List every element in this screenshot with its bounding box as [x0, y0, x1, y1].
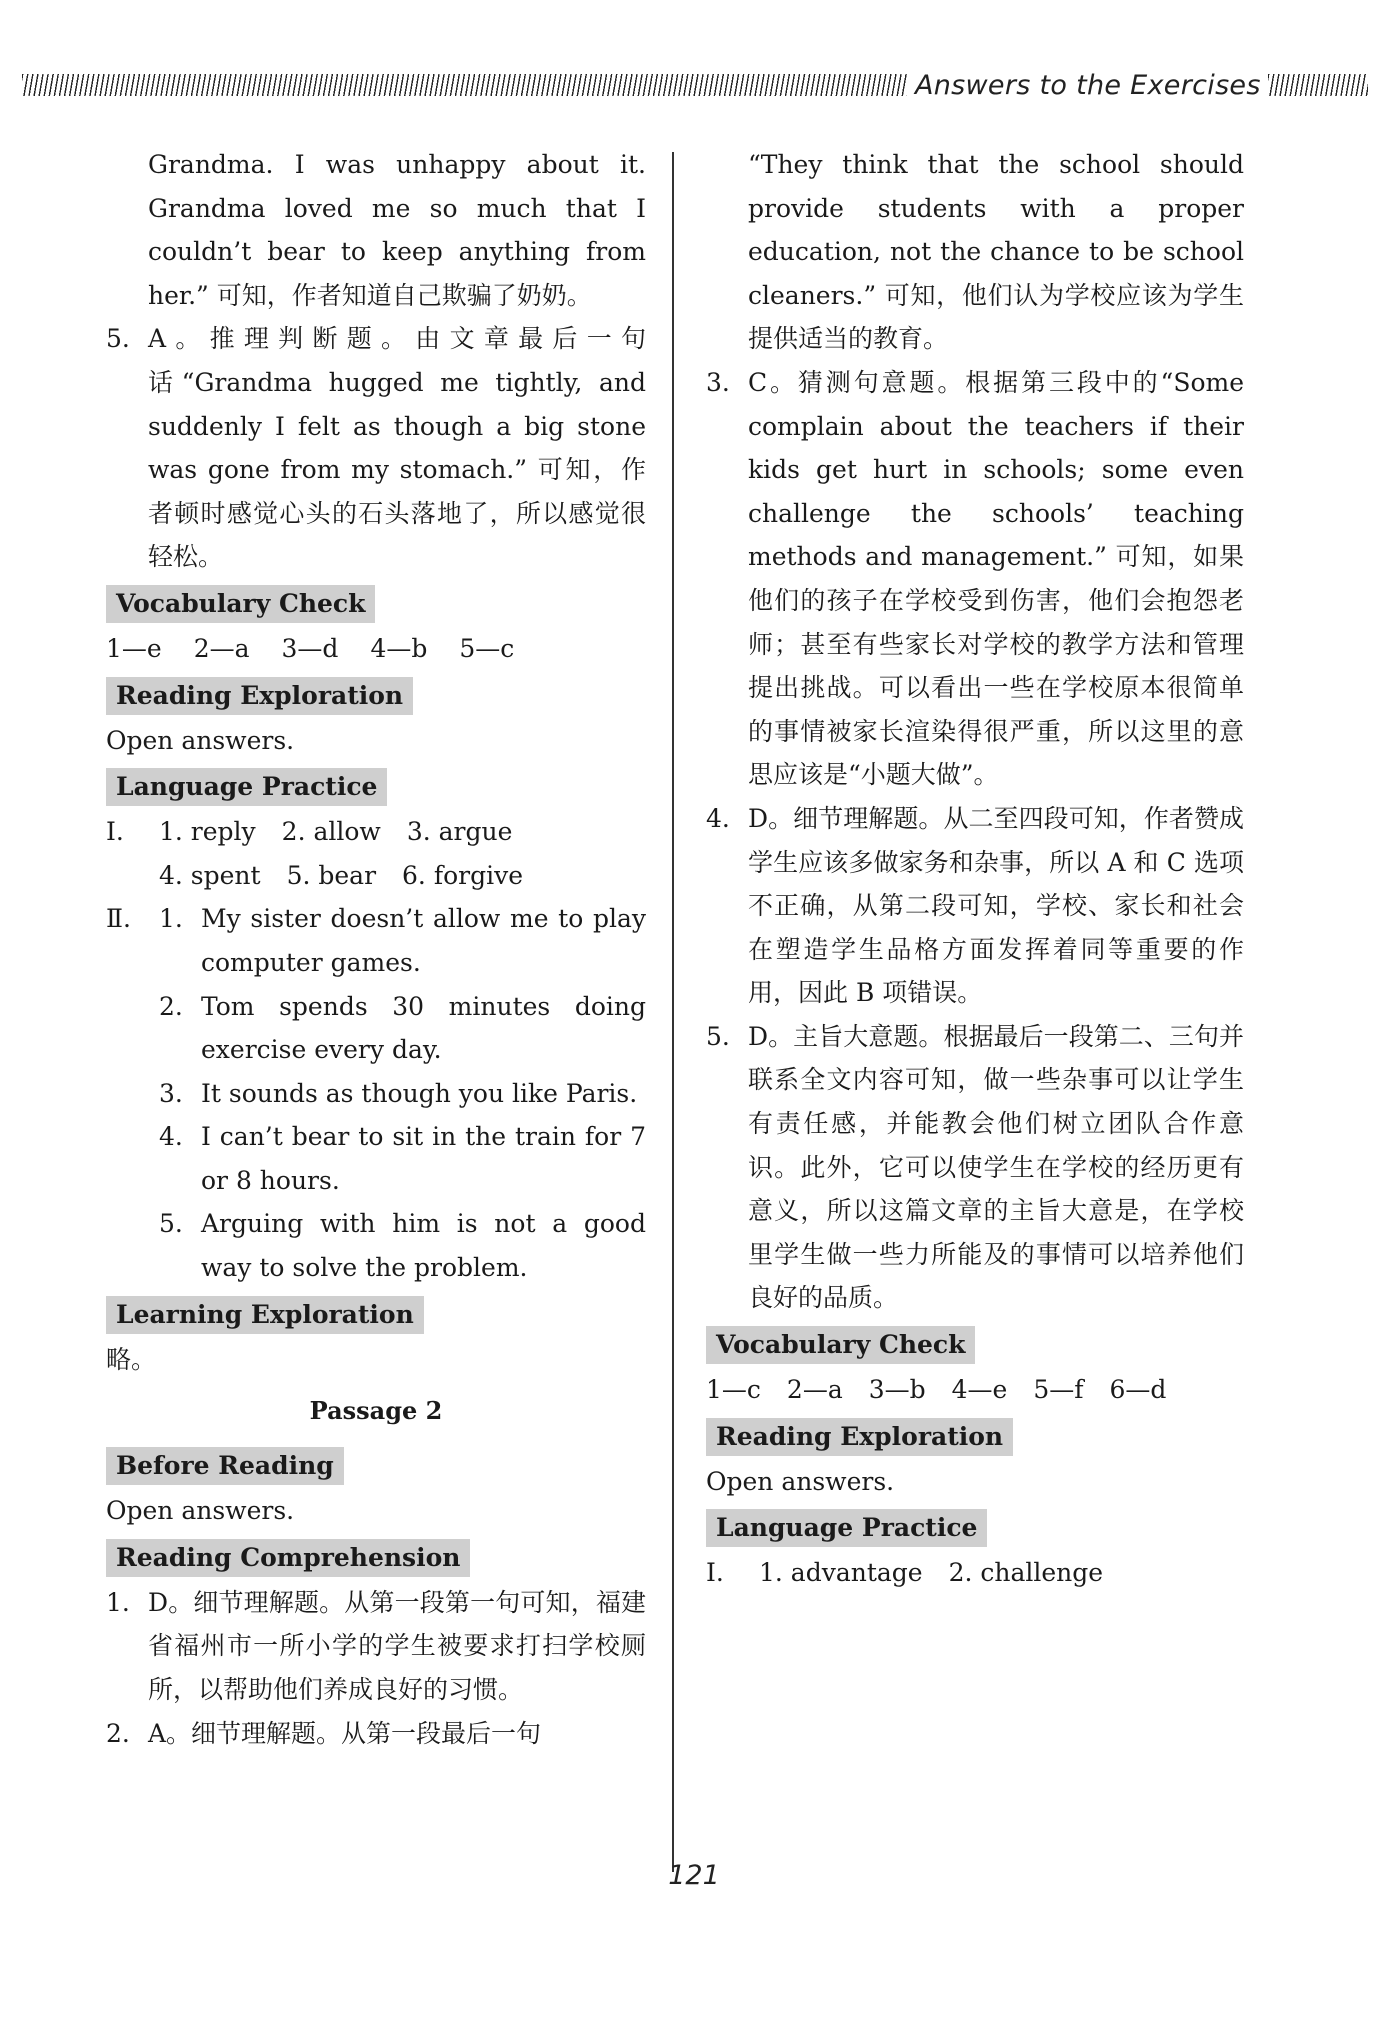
item-text: It sounds as though you like Paris.	[201, 1078, 638, 1108]
answer-text: D。主旨大意题。根据最后一段第二、三句并联系全文内容可知，做一些杂事可以让学生有责任感，并能教会他们树立团队合作意识。此外，它可以使学生在学校的经历更有意义，所以这篇文章的主旨大意是，在学校里学生做一些力所能及的事情可以培养他们良好的品质。	[748, 1021, 1244, 1313]
reading-exploration-text: Open answers.	[706, 1466, 895, 1496]
answer-text: D。细节理解题。从第一段第一句可知，福建省福州市一所小学的学生被要求打扫学校厕所，以帮助他们养成良好的习惯。	[148, 1587, 646, 1705]
answer-2-continuation: “They think that the school should provide students with a proper education, not the chance to be school cleaners.” 可知，他们认为学校应该为学生提供适当的教育。	[748, 150, 1244, 354]
vocab-answer: 5—c	[459, 633, 515, 663]
vocab-answer: 3—d	[281, 633, 339, 663]
answer-item-4	[706, 797, 1244, 1015]
part-1-line-1	[759, 1551, 1244, 1595]
section-banner-learning-exploration: Learning Exploration	[106, 1296, 424, 1334]
item-number: 1.	[159, 904, 183, 934]
lp-answer: 2. challenge	[948, 1558, 1104, 1588]
before-reading-text: Open answers.	[106, 1496, 295, 1526]
lp-answer: 3. argue	[406, 817, 513, 847]
part-1-line-2	[159, 854, 646, 898]
lp-answer: 1. reply	[159, 817, 256, 847]
vocab-answer: 2—a	[786, 1375, 843, 1405]
lp-answer: 6. forgive	[402, 860, 524, 890]
answer-number: 5.	[706, 1021, 730, 1051]
right-column	[706, 143, 1244, 1595]
vocab-answer: 1—c	[706, 1375, 761, 1405]
lp-answer: 5. bear	[286, 860, 377, 890]
answer-item-1	[106, 1581, 646, 1712]
item-text: Tom spends 30 minutes doing exercise every day.	[201, 991, 646, 1065]
left-column	[106, 143, 646, 1755]
section-banner-before-reading: Before Reading	[106, 1447, 344, 1485]
answer-number: 3.	[706, 367, 730, 397]
item-number: 3.	[159, 1078, 183, 1108]
answer-number: 1.	[106, 1587, 130, 1617]
answer-number: 5.	[106, 324, 130, 354]
reading-exploration-text: Open answers.	[106, 725, 295, 755]
translation-item	[159, 985, 646, 1072]
item-number: 2.	[159, 991, 183, 1021]
section-banner-language-practice: Language Practice	[706, 1509, 987, 1547]
answer-item-5	[106, 317, 646, 579]
lp-answer: 1. advantage	[759, 1558, 923, 1588]
item-text: My sister doesn’t allow me to play computer games.	[201, 904, 646, 977]
section-banner-reading-exploration: Reading Exploration	[706, 1418, 1013, 1456]
answer-text: A。细节理解题。从第一段最后一句	[148, 1718, 542, 1748]
section-banner-reading-exploration: Reading Exploration	[106, 677, 413, 715]
lp-answer: 4. spent	[159, 860, 261, 890]
vocabulary-answers	[706, 1368, 1244, 1412]
language-part-2	[106, 897, 646, 1289]
section-banner-vocabulary: Vocabulary Check	[706, 1326, 975, 1364]
answer-text: A。推理判断题。由文章最后一句话“Grandma hugged me tightly, and suddenly I felt as though a big stone was gone from my stomach.” 可知，作者顿时感觉心头的石头落地了，所以感觉很轻松。	[148, 324, 646, 572]
section-banner-language-practice: Language Practice	[106, 768, 387, 806]
column-divider	[672, 152, 674, 1872]
item-number: 4.	[159, 1122, 183, 1152]
answer-number: 4.	[706, 803, 730, 833]
translation-item	[159, 1115, 646, 1202]
answer-item-5	[706, 1015, 1244, 1320]
section-banner-vocabulary: Vocabulary Check	[106, 585, 375, 623]
learning-exploration-text: 略。	[106, 1344, 157, 1374]
roman-numeral: Ⅰ.	[106, 817, 124, 847]
language-part-1	[106, 810, 646, 897]
translation-item	[159, 1202, 646, 1289]
answer-text: D。细节理解题。从二至四段可知，作者赞成学生应该多做家务和杂事，所以 A 和 C 选项不正确，从第二段可知，学校、家长和社会在塑造学生品格方面发挥着同等重要的作用，因此 B 项错误。	[748, 803, 1244, 1008]
translation-item	[159, 1072, 646, 1116]
item-text: I can’t bear to sit in the train for 7 or 8 hours.	[201, 1122, 646, 1195]
item-number: 5.	[159, 1209, 183, 1239]
lp-answer: 2. allow	[281, 817, 381, 847]
item-text: Arguing with him is not a good way to solve the problem.	[201, 1209, 646, 1283]
answer-item-3	[706, 361, 1244, 797]
vocab-answer: 3—b	[868, 1375, 926, 1405]
section-banner-reading-comprehension: Reading Comprehension	[106, 1539, 470, 1577]
language-part-1	[706, 1551, 1244, 1595]
vocabulary-answers	[106, 627, 646, 671]
answer-4-continuation: Grandma. I was unhappy about it. Grandma loved me so much that I couldn’t bear to keep anything from her.” 可知，作者知道自己欺骗了奶奶。	[148, 150, 646, 310]
translation-item	[159, 897, 646, 984]
vocab-answer: 4—b	[370, 633, 428, 663]
header-rule-right	[1268, 74, 1368, 96]
passage-title: Passage 2	[309, 1396, 443, 1426]
answer-item-2	[106, 1712, 646, 1756]
vocab-answer: 6—d	[1109, 1375, 1167, 1405]
vocab-answer: 2—a	[193, 633, 250, 663]
roman-numeral: Ⅱ.	[106, 904, 131, 934]
header-rule-left	[22, 74, 907, 96]
answer-text: C。猜测句意题。根据第三段中的“Some complain about the teachers if their kids get hurt in schools; some even challenge the schools’ teaching methods and management.” 可知，如果他们的孩子在学校受到伤害，他们会抱怨老师；甚至有些家长对学校的教学方法和管理提出挑战。可以看出一些在学校原本很简单的事情被家长渲染得很严重，所以这里的意思应该是“小题大做”。	[748, 367, 1244, 790]
vocab-answer: 1—e	[106, 633, 162, 663]
part-1-line-1	[159, 810, 646, 854]
answer-number: 2.	[106, 1718, 130, 1748]
vocab-answer: 5—f	[1033, 1375, 1084, 1405]
vocab-answer: 4—e	[951, 1375, 1008, 1405]
page-number: 121	[668, 1860, 720, 1891]
roman-numeral: Ⅰ.	[706, 1558, 724, 1588]
header-title: Answers to the Exercises	[915, 70, 1261, 101]
